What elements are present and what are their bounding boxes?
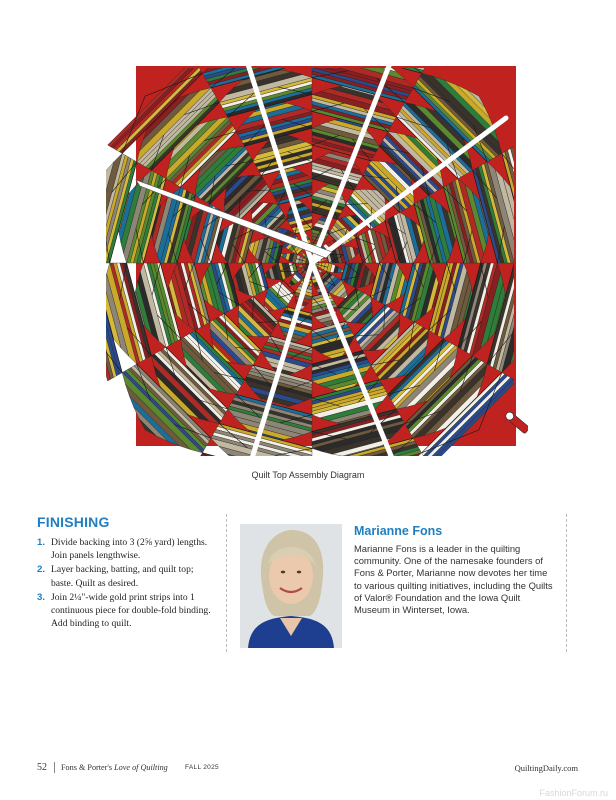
quilt-patch — [324, 461, 413, 468]
divider-left — [226, 514, 227, 652]
quilt-patch — [312, 58, 430, 62]
quilt-patch — [526, 299, 528, 345]
author-bio: Marianne Fons is a leader in the quilting community. One of the namesake founders of Fons & Porter, Marianne now devotes her time to various quilting initiatives, including the Quilts of Valor® Foundation and the Iowa Quilt Museum in Winterset, Iowa. — [354, 543, 553, 616]
page-number: 52 — [37, 762, 47, 773]
step-number: 3. — [37, 591, 46, 603]
quilt-patch — [211, 58, 300, 65]
quilt-patch — [345, 58, 388, 65]
figure-caption: Quilt Top Assembly Diagram — [251, 470, 365, 480]
finishing-steps — [37, 536, 217, 631]
quilt-patch — [194, 465, 312, 469]
website-link[interactable]: QuiltingDaily.com — [514, 763, 578, 773]
step-number: 2. — [37, 564, 46, 576]
quilt-patch — [236, 461, 279, 468]
quilt-patch — [517, 196, 524, 218]
quilt-patch — [197, 459, 312, 468]
publication-title — [61, 763, 168, 772]
divider-right — [566, 514, 567, 652]
publication-name: Fons & Porter's — [61, 763, 113, 772]
quilt-patch — [196, 462, 312, 469]
quilt-patch — [312, 58, 427, 67]
quilt-assembly-diagram — [96, 58, 528, 468]
finishing-step — [37, 536, 217, 562]
quilt-patch — [96, 171, 106, 239]
step-text: Layer backing, batting, and quilt top; baste. Quilt as desired. — [51, 564, 194, 589]
quilt-patch — [518, 287, 528, 355]
footer-divider — [54, 762, 55, 773]
finishing-step — [37, 563, 217, 589]
author-photo — [240, 524, 342, 648]
publication-name-italic: Love of Quilting — [114, 763, 168, 772]
quilt-patch — [312, 58, 428, 64]
finishing-step — [37, 591, 217, 631]
issue-label: FALL 2025 — [185, 764, 219, 771]
page-footer — [37, 762, 578, 776]
quilt-patch — [227, 454, 290, 468]
step-number: 1. — [37, 537, 46, 548]
watermark: FashionForum.ru — [539, 788, 608, 798]
finishing-heading: FINISHING — [37, 514, 110, 530]
step-text: Divide backing into 3 (2⅝ yard) lengths. Join panels lengthwise. — [51, 537, 208, 562]
quilt-patch — [96, 181, 98, 227]
quilt-patch — [199, 456, 312, 468]
step-text: Join 2¼"-wide gold print strips into 1 continuous piece for double-fold binding. Add binding to quilt. — [51, 591, 211, 630]
author-name: Marianne Fons — [354, 524, 443, 538]
quilt-patch — [100, 308, 107, 330]
